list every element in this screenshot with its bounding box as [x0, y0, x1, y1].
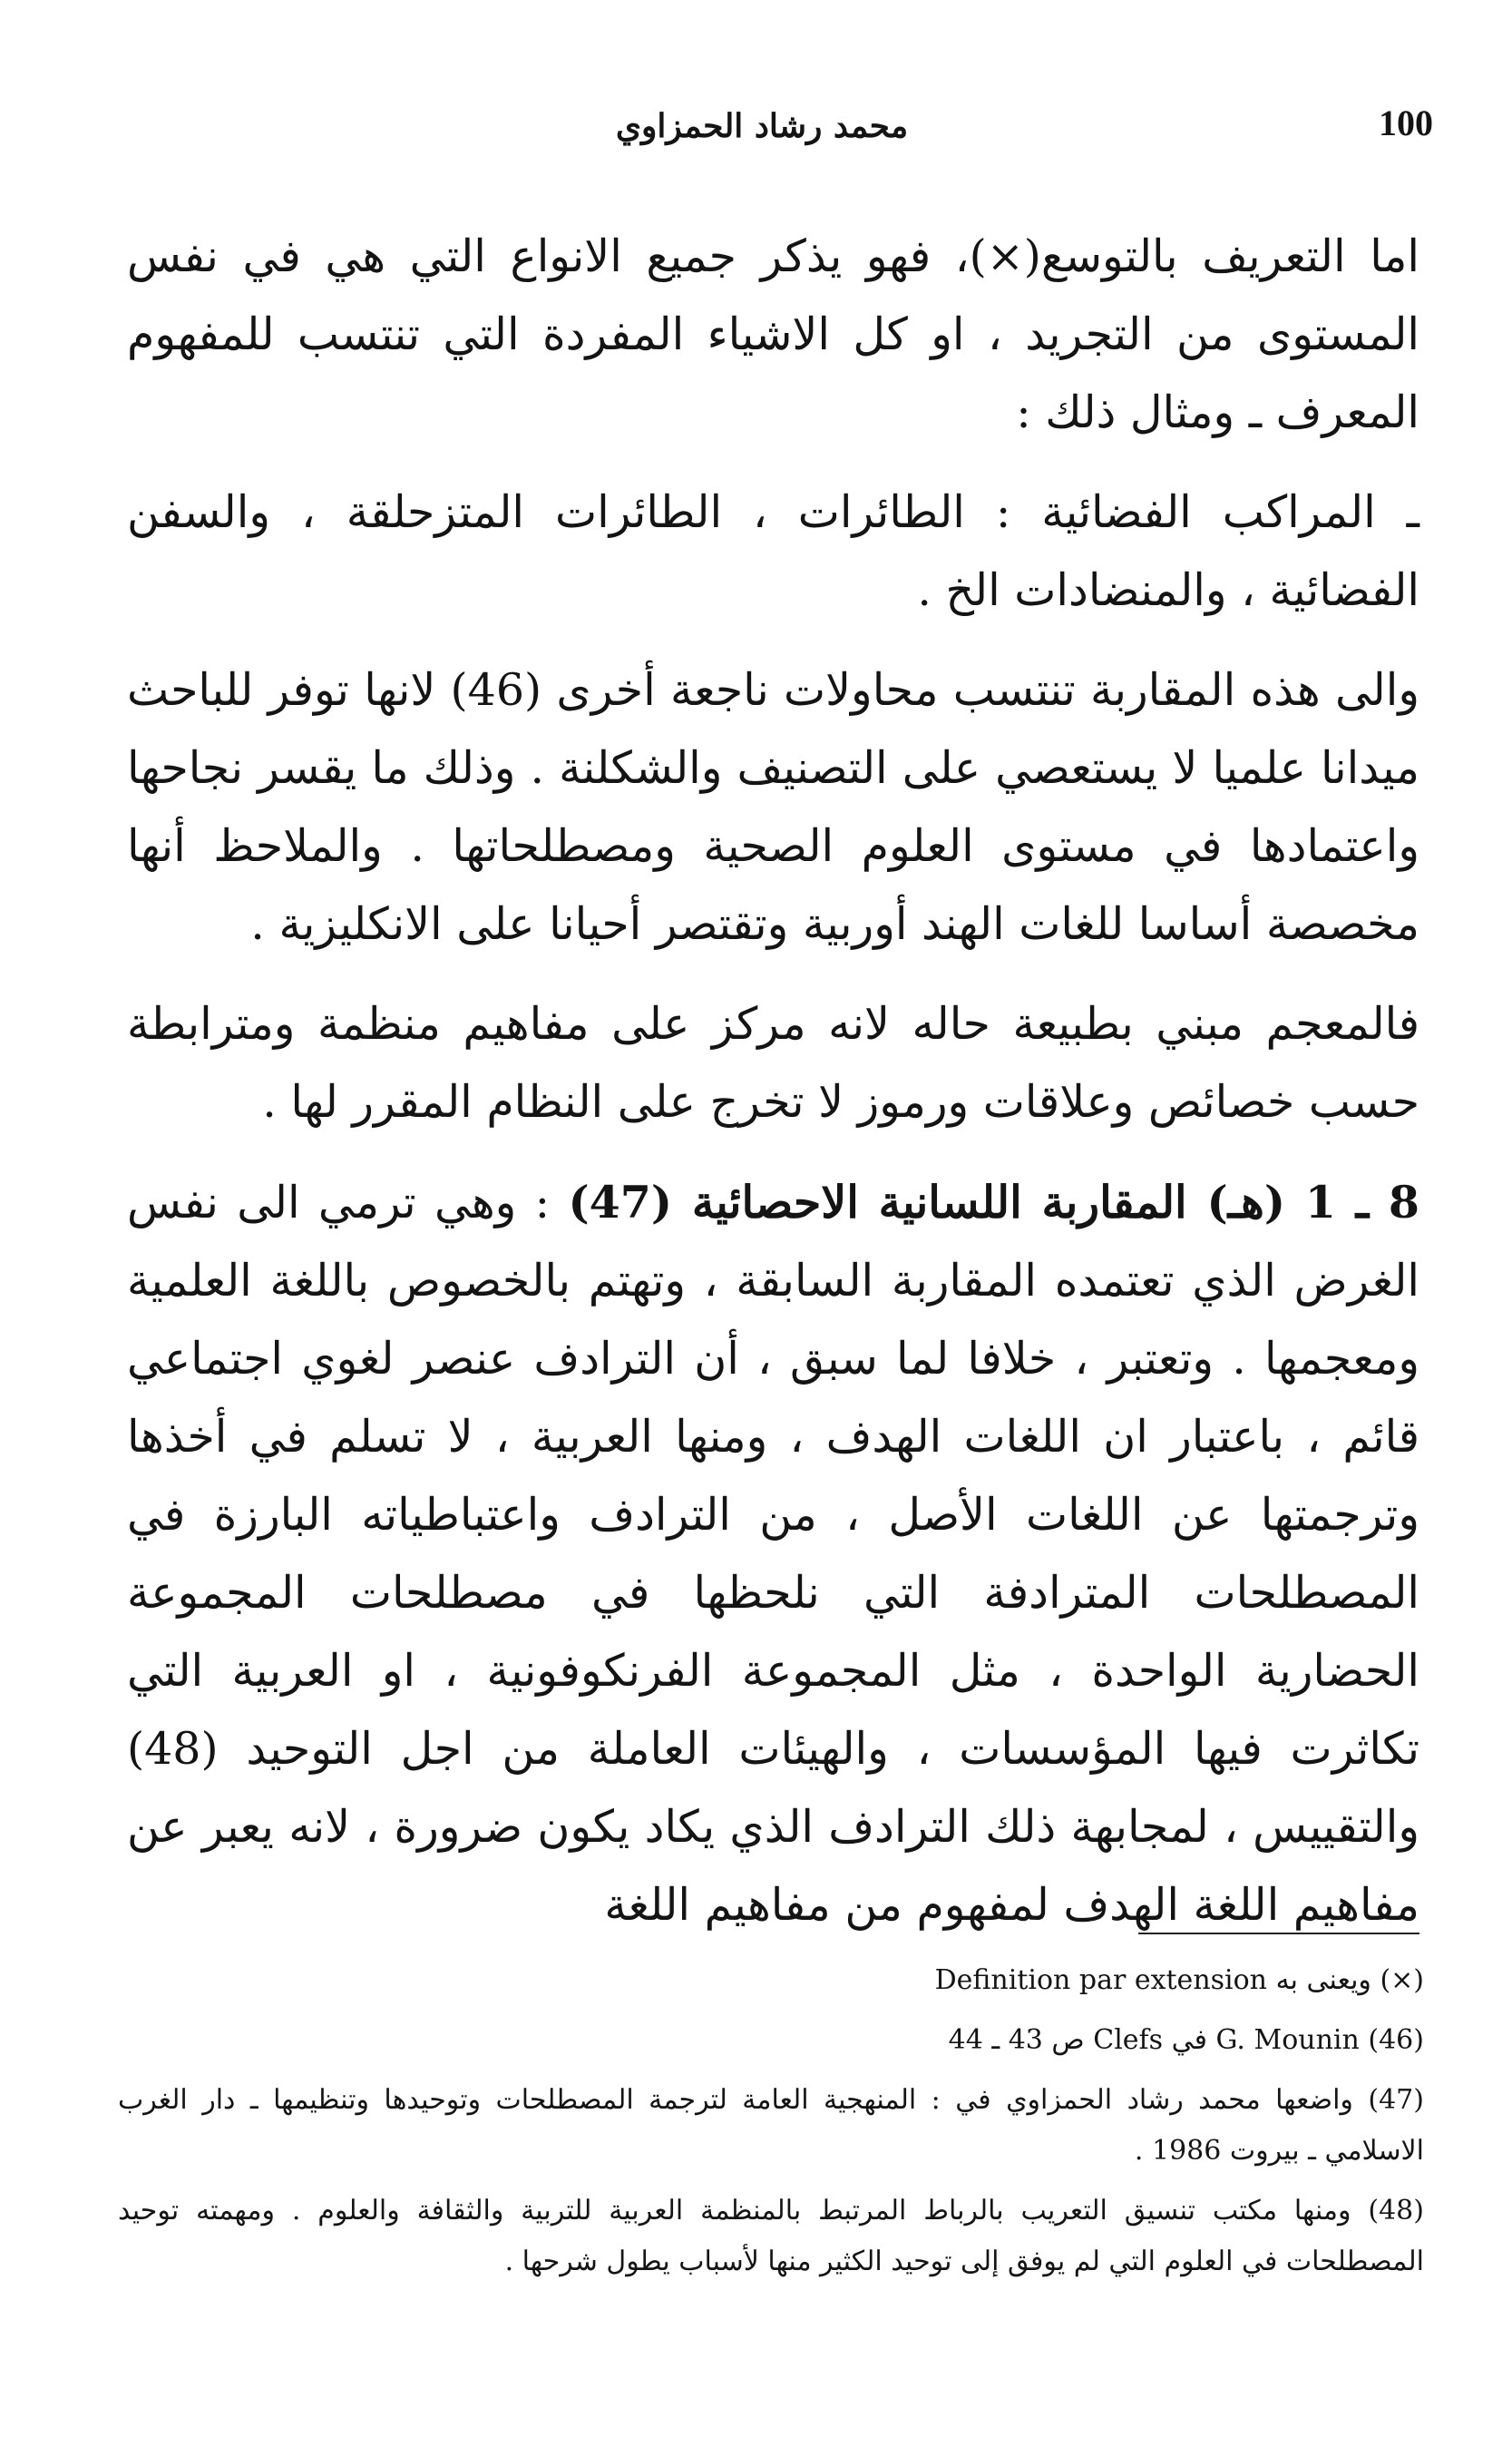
footnote-x	[118, 1955, 1424, 2006]
running-header-title: محمد رشاد الحمزاوي	[615, 107, 909, 145]
footnotes	[118, 1955, 1424, 2287]
footnote-divider	[1138, 1933, 1419, 1934]
footnote-marker: (×)	[1380, 1964, 1424, 1996]
footnote-marker: (48)	[1368, 2195, 1424, 2227]
section-statistical-approach	[127, 1163, 1419, 1944]
main-text	[127, 218, 1419, 1944]
page-number: 100	[1379, 103, 1433, 143]
paragraph-example-list: ـ المراكب الفضائية : الطائرات ، الطائرات المتزحلقة ، والسفن الفضائية ، والمنضادات الخ .	[127, 486, 1419, 616]
paragraph-other-approaches: والى هذه المقاربة تنتسب محاولات ناجعة أخرى (46) لانها توفر للباحث ميدانا علميا لا يستعصي على التصنيف والشكلنة . وذلك ما يقسر نجاحها واعتمادها في مستوى العلوم الصحية ومصطلحاتها . والملاحظ أنها مخصصة أساسا للغات الهند أوربية وتقتصر أحيانا على الانكليزية .	[127, 664, 1420, 950]
footnote-marker: (46)	[1368, 2024, 1424, 2056]
footnote-text: واضعها محمد رشاد الحمزاوي في : المنهجية العامة لترجمة المصطلحات وتوحيدها وتنظيمها ـ دار الغرب الاسلامي ـ بيروت 1986 .	[118, 2084, 1424, 2167]
footnote-latin-text: Definition par extension	[934, 1964, 1268, 1996]
footnote-text: ومنها مكتب تنسيق التعريب بالرباط المرتبط بالمنظمة العربية للتربية والثقافة والعلوم . ومهمته توحيد المصطلحات في العلوم التي لم يوفق إلى توحيد الكثير منها لأسباب يطول شرحها .	[118, 2195, 1424, 2277]
footnote-latin-title: Clefs	[1093, 2024, 1164, 2056]
paragraph-definition-extension: اما التعريف بالتوسع(×)، فهو يذكر جميع الانواع التي هي في نفس المستوى من التجريد ، او كل الاشياء المفردة التي تنتسب للمفهوم المعرف ـ ومثال ذلك :	[127, 230, 1419, 438]
footnote-text: في	[1171, 2024, 1207, 2056]
section-heading: 8 ـ 1 (هـ) المقاربة اللسانية الاحصائية (47)	[568, 1176, 1420, 1228]
footnote-marker: (47)	[1368, 2084, 1424, 2116]
footnote-pages: ص 43 ـ 44	[948, 2024, 1085, 2056]
footnote-46	[118, 2015, 1424, 2066]
section-text: : وهي ترمي الى نفس الغرض الذي تعتمده المقاربة السابقة ، وتهتم بالخصوص باللغة العلمية ومعجمها . وتعتبر ، خلافا لما سبق ، أن الترادف عنصر لغوي اجتماعي قائم ، باعتبار ان اللغات الهدف ، ومنها العربية ، لا تسلم في أخذها وترجمتها عن اللغات الأصل ، من الترادف واعتباطياته البارزة في المصطلحات المترادفة التي نلحظها في مصطلحات المجموعة الحضارية الواحدة ، مثل المجموعة الفرنكوفونية ، او العربية التي تكاثرت فيها المؤسسات ، والهيئات العاملة من اجل التوحيد (48) والتقييس ، لمجابهة ذلك الترادف الذي يكاد يكون ضرورة ، لانه يعبر عن مفاهيم اللغة الهدف لمفهوم من مفاهيم اللغة	[127, 1177, 1419, 1931]
footnote-47	[118, 2075, 1424, 2177]
footnote-latin-author: G. Mounin	[1215, 2024, 1360, 2056]
paragraph-dictionary: فالمعجم مبني بطبيعة حاله لانه مركز على مفاهيم منظمة ومترابطة حسب خصائص وعلاقات ورموز لا تخرج على النظام المقرر لها .	[127, 998, 1419, 1128]
footnote-48	[118, 2186, 1424, 2287]
footnote-text: ويعنى به	[1275, 1964, 1371, 1996]
